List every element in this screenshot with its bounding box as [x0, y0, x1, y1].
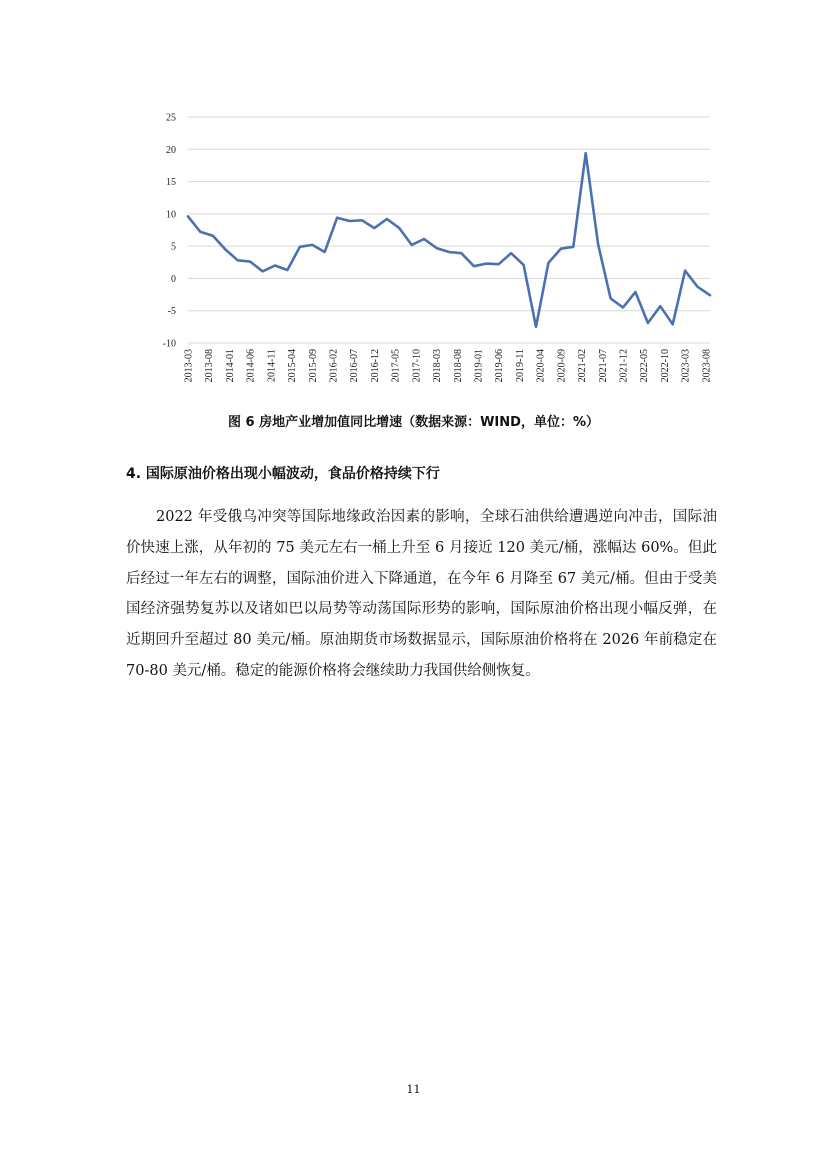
x-tick-label: 2016-07	[349, 349, 361, 383]
x-tick-label: 2018-08	[452, 349, 464, 383]
x-tick-label: 2016-02	[328, 349, 340, 383]
x-tick-label: 2023-03	[680, 349, 692, 383]
y-tick-label: 15	[166, 177, 176, 189]
section-heading: 4. 国际原油价格出现小幅波动，食品价格持续下行	[126, 466, 440, 482]
x-tick-label: 2015-09	[307, 349, 319, 383]
y-tick-label: -5	[167, 306, 176, 318]
x-tick-label: 2021-07	[597, 349, 609, 383]
series-line	[188, 153, 710, 327]
x-tick-label: 2020-04	[535, 349, 547, 383]
x-tick-label: 2017-05	[390, 349, 402, 383]
y-tick-label: 25	[166, 112, 176, 124]
y-tick-label: 10	[166, 209, 176, 221]
x-tick-label: 2020-09	[556, 349, 568, 383]
x-tick-label: 2023-08	[701, 349, 713, 383]
page-number: 11	[406, 1083, 421, 1096]
x-tick-label: 2019-11	[514, 349, 526, 382]
y-tick-label: 5	[171, 241, 176, 253]
x-tick-label: 2022-10	[659, 349, 671, 383]
x-tick-label: 2019-06	[494, 349, 506, 383]
y-tick-label: 20	[166, 144, 176, 156]
x-tick-label: 2019-01	[473, 349, 485, 383]
x-tick-label: 2013-08	[204, 349, 216, 383]
y-tick-label: 0	[171, 273, 176, 285]
x-tick-label: 2022-05	[639, 349, 651, 383]
x-tick-label: 2015-04	[287, 349, 299, 383]
x-tick-label: 2021-12	[618, 349, 630, 383]
y-tick-label: -10	[162, 338, 176, 350]
body-paragraph: 2022 年受俄乌冲突等国际地缘政治因素的影响，全球石油供给遭遇逆向冲击，国际油价快速上涨，从年初的 75 美元左右一桶上升至 6 月接近 120 美元/桶，涨幅达 60%。但此后经过一年左右的调整，国际油价进入下降通道，在今年 6 月降至 67 美元/桶。但由于受美国经济强势复苏以及诸如巴以局势等动荡国际形势的影响，国际原油价格出现小幅反弹，在近期回升至超过 80 美元/桶。原油期货市场数据显示，国际原油价格将在 2026 年前稳定在 70-80 美元/桶。稳定的能源价格将会继续助力我国供给侧恢复。	[126, 509, 717, 679]
x-tick-label: 2017-10	[411, 349, 423, 383]
x-tick-label: 2014-01	[224, 349, 236, 383]
x-tick-label: 2014-11	[266, 349, 278, 382]
line-chart	[150, 105, 730, 405]
x-tick-label: 2014-06	[245, 349, 257, 383]
x-tick-label: 2013-03	[183, 349, 195, 383]
x-tick-label: 2021-02	[577, 349, 589, 383]
x-tick-label: 2018-03	[432, 349, 444, 383]
x-tick-label: 2016-12	[369, 349, 381, 383]
figure-caption: 图 6 房地产业增加值同比增速（数据来源：WIND，单位：%）	[228, 415, 599, 430]
